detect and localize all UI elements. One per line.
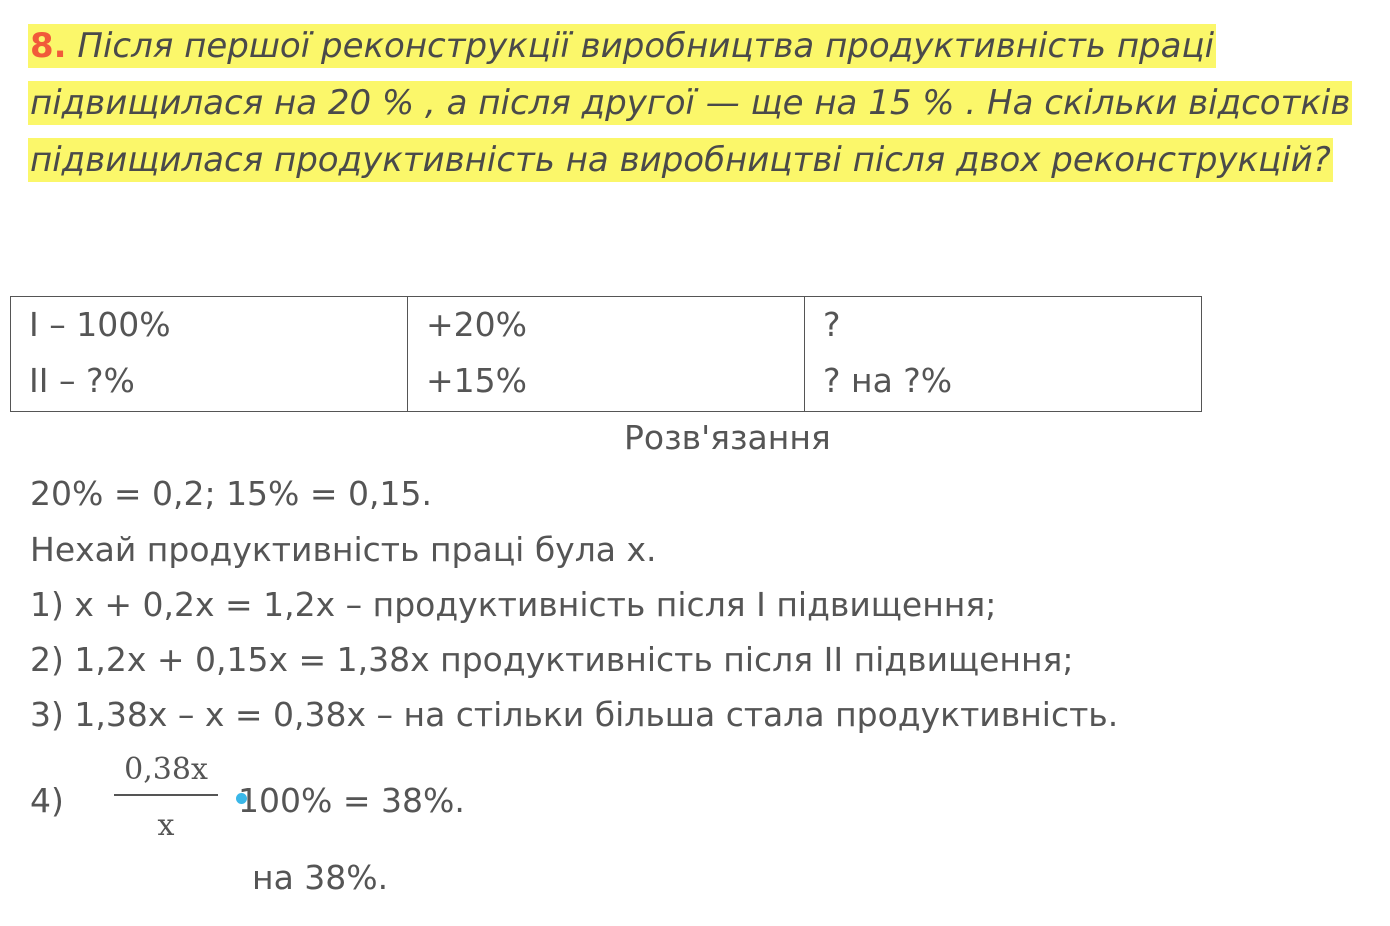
fraction-denominator: x [157, 808, 175, 843]
fraction-numerator: 0,38x [124, 752, 208, 787]
cell-line: +20% [426, 305, 527, 344]
solution-line: 1) х + 0,2х = 1,2х – продуктивність після I підвищення; [30, 585, 997, 624]
cell-line: II – ?% [29, 361, 135, 400]
step-4-prefix: 4) [30, 781, 64, 820]
cell-line: ? на ?% [823, 361, 953, 400]
fraction-bar [114, 794, 218, 796]
problem-number: 8. [30, 26, 67, 66]
table-cell-increase [408, 297, 805, 412]
answer: на 38%. [252, 858, 389, 897]
cell-line: I – 100% [29, 305, 171, 344]
condition-table [10, 296, 1202, 412]
fraction [114, 752, 218, 844]
solution-line: 20% = 0,2; 15% = 0,15. [30, 474, 433, 513]
table-row [11, 297, 1202, 412]
solution-title: Розв'язання [624, 418, 831, 457]
step-4-rest: 100% = 38%. [238, 781, 465, 820]
cell-line: +15% [426, 361, 527, 400]
problem-highlight [28, 24, 1352, 182]
table-cell-question [805, 297, 1202, 412]
solution-line: Нехай продуктивність праці була х. [30, 530, 657, 569]
table-cell-shops [11, 297, 408, 412]
solution-line: 2) 1,2х + 0,15х = 1,38х продуктивність після II підвищення; [30, 640, 1074, 679]
solution-line: 3) 1,38х – х = 0,38х – на стільки більша стала продуктивність. [30, 695, 1119, 734]
problem-text: Після першої реконструкції виробництва продуктивність праці підвищилася на 20 % , а після другої — ще на 15 % . На скільки відсотків підвищилася продуктивність на виробництві після двох реконструкцій? [30, 26, 1351, 180]
problem-statement [28, 18, 1368, 189]
cell-line: ? [823, 305, 841, 344]
